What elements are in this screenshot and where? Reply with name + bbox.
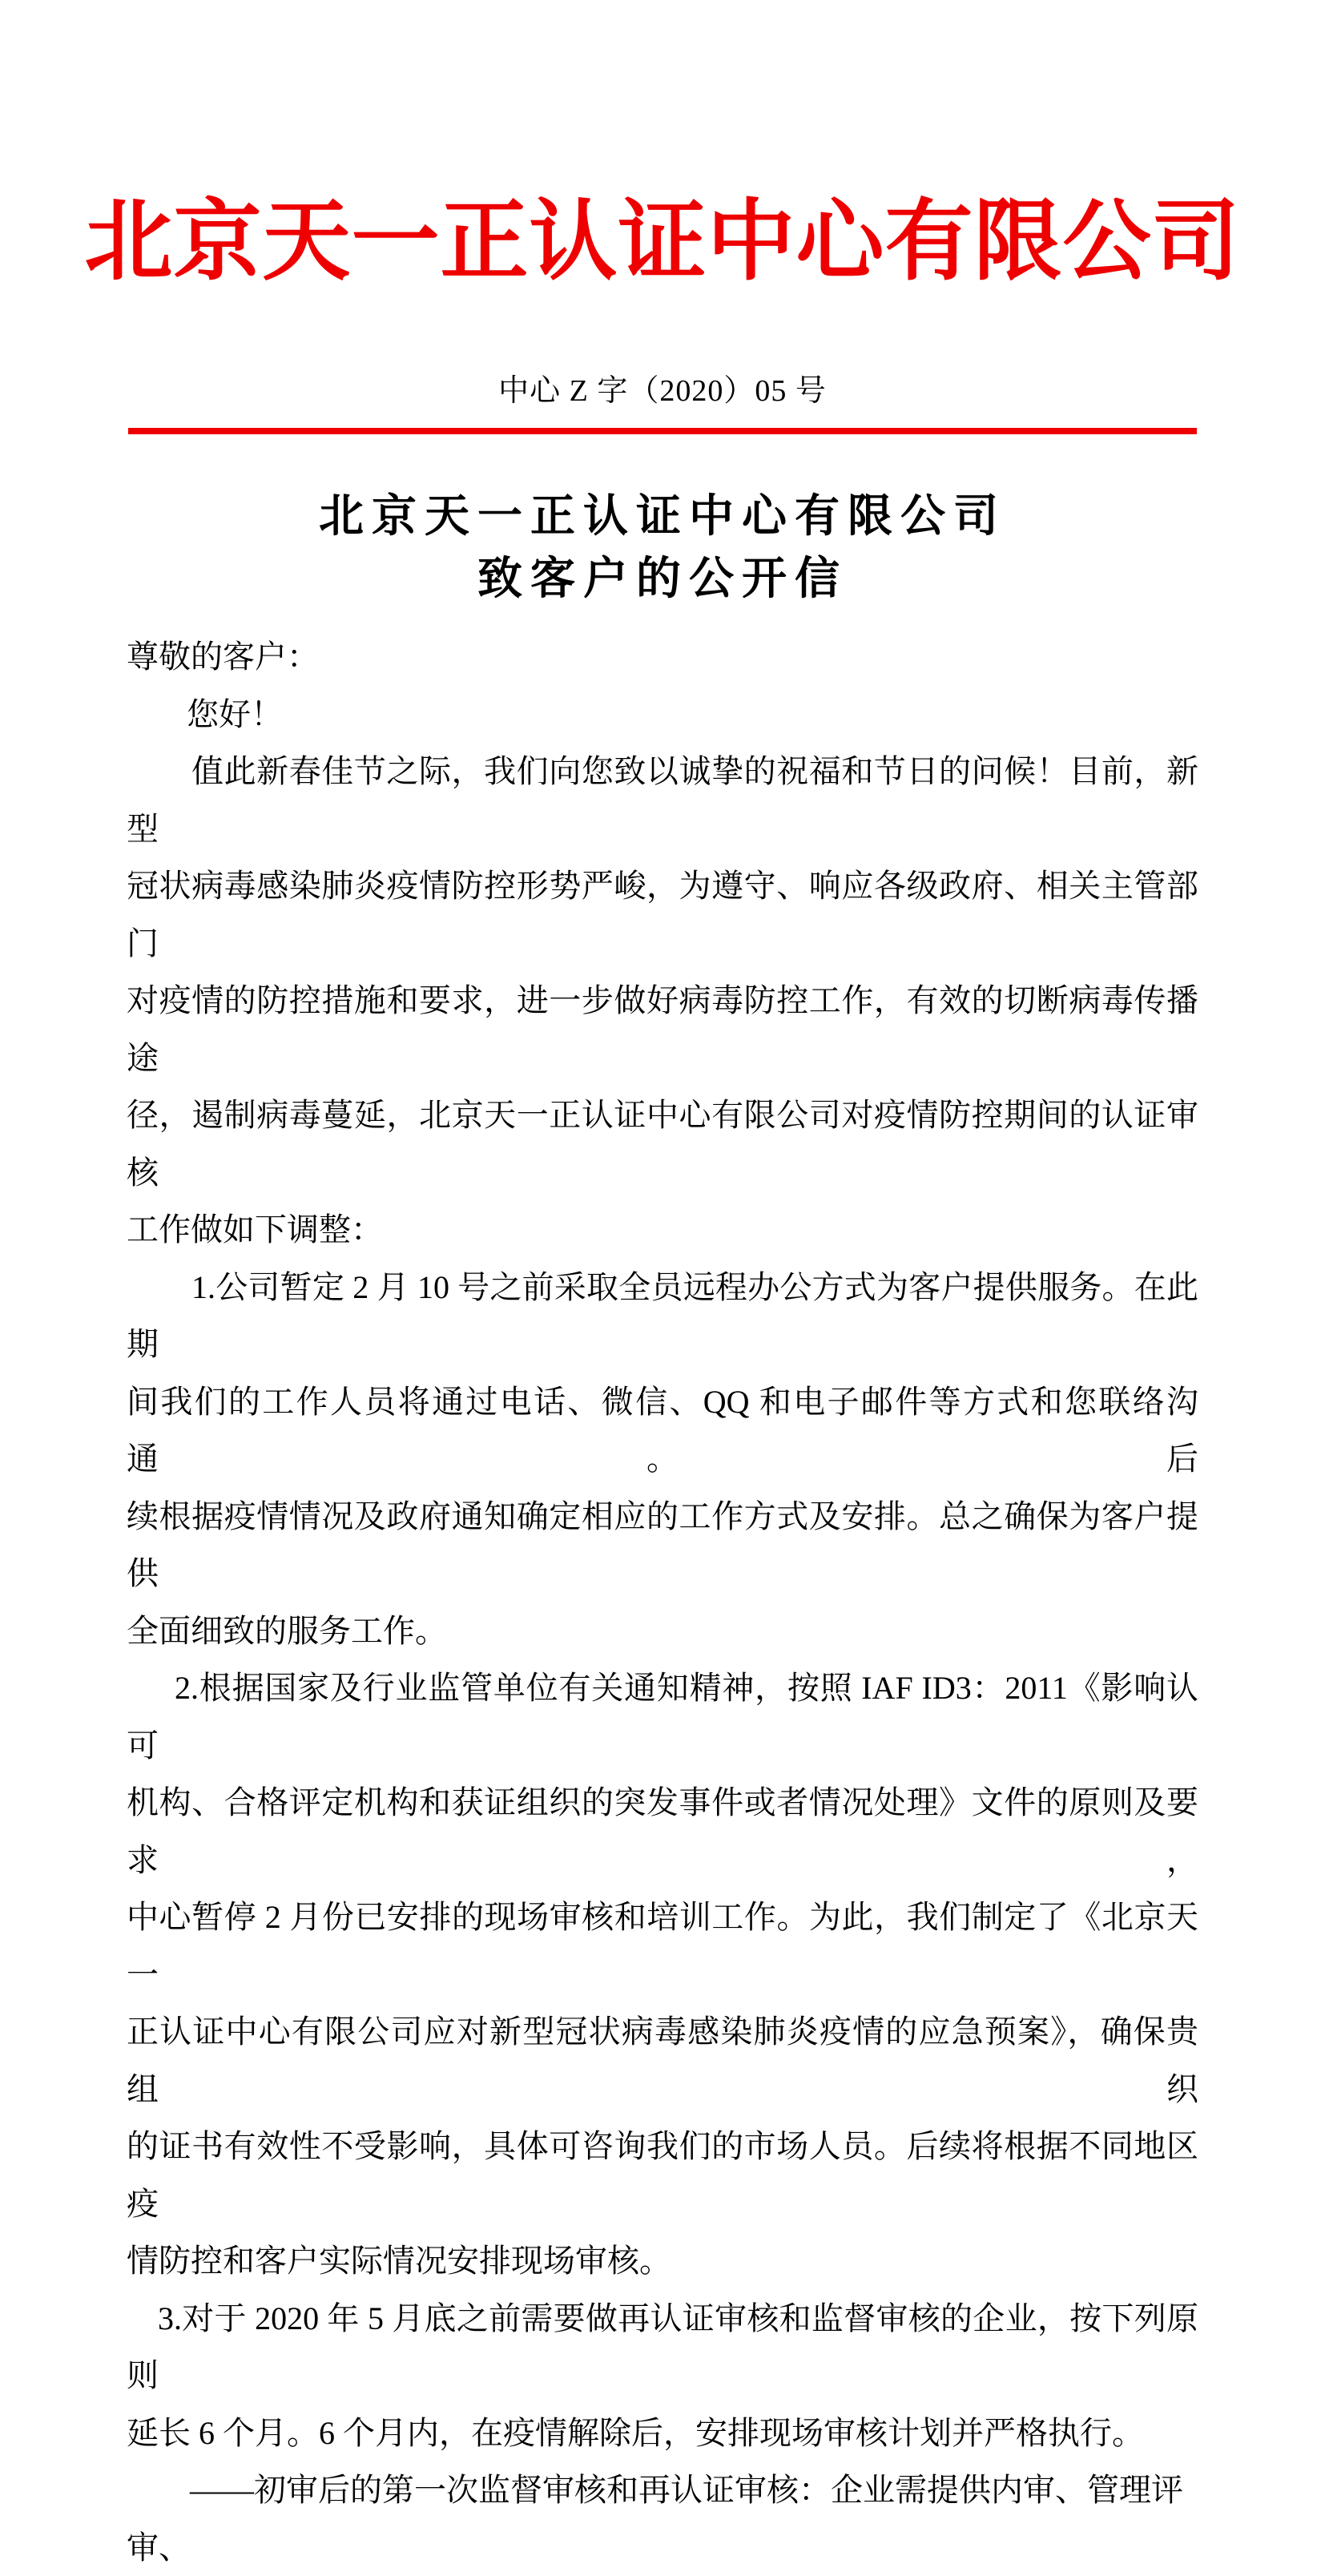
letter-title-line1: 北京天一正认证中心有限公司 [319,492,1006,542]
body-line: 值此新春佳节之际，我们向您致以诚挚的祝福和节日的问候！目前，新型 [127,753,1198,847]
body-line: 冠状病毒感染肺炎疫情防控形势严峻，为遵守、响应各级政府、相关主管部门 [127,868,1198,961]
letter-title-line2: 致客户的公开信 [477,554,848,604]
body-line: 尊敬的客户： [127,639,319,675]
body-line: 对疫情的防控措施和要求，进一步做好病毒防控工作，有效的切断病毒传播途 [127,982,1198,1076]
body-line: ——初审后的第一次监督审核和再认证审核：企业需提供内审、管理评审、 [127,2472,1183,2566]
body-line: 的证书有效性不受影响，具体可咨询我们的市场人员。后续将根据不同地区疫 [127,2128,1198,2222]
body-line: 机构、合格评定机构和获证组织的突发事件或者情况处理》文件的原则及要求， [127,1784,1198,1878]
body-line: 2.根据国家及行业监管单位有关通知精神，按照 IAF ID3：2011《影响认可 [127,1670,1198,1764]
body-line: 间我们的工作人员将通过电话、微信、QQ 和电子邮件等方式和您联络沟通。后 [127,1383,1198,1477]
body-line: 1.公司暂定 2 月 10 号之前采取全员远程办公方式为客户提供服务。在此期 [127,1268,1198,1362]
letter-body [127,628,1198,2576]
body-line: 全面细致的服务工作。 [127,1612,447,1649]
body-line: 径，遏制病毒蔓延，北京天一正认证中心有限公司对疫情防控期间的认证审核 [127,1097,1198,1191]
body-line: 中心暂停 2 月份已安排的现场审核和培训工作。为此，我们制定了《北京天一 [127,1899,1198,1993]
body-line: 续根据疫情情况及政府通知确定相应的工作方式及安排。总之确保为客户提供 [127,1498,1198,1591]
company-letterhead-title: 北京天一正认证中心有限公司 [84,193,1241,291]
document-number: 中心 Z 字（2020）05 号 [498,374,827,408]
body-line: 工作做如下调整： [127,1211,383,1248]
body-line: 您好！ [187,695,283,732]
body-line: 正认证中心有限公司应对新型冠状病毒感染肺炎疫情的应急预案》，确保贵组织 [127,2014,1198,2107]
body-line: 3.对于 2020 年 5 月底之前需要做再认证审核和监督审核的企业，按下列原则 [127,2300,1198,2393]
red-divider-rule [128,428,1197,434]
letter-title [0,486,1325,611]
body-line: 延长 6 个月。6 个月内，在疫情解除后，安排现场审核计划并严格执行。 [127,2414,1144,2451]
body-line: 情防控和客户实际情况安排现场审核。 [127,2243,671,2279]
